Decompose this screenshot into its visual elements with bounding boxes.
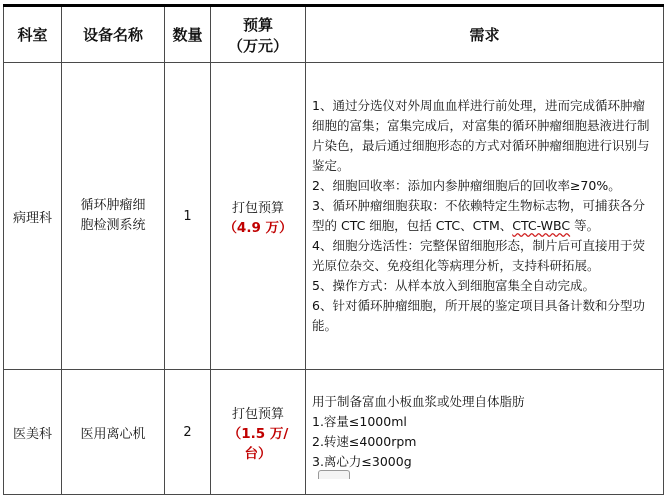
- cell-device-name: 医用离心机: [62, 370, 165, 495]
- header-row: [4, 6, 664, 63]
- requirement-item: 5、操作方式：从样本放入到细胞富集全自动完成。: [312, 278, 595, 293]
- requirement-item: 1.容量≤1000ml: [312, 414, 407, 429]
- table-row: [4, 63, 664, 370]
- spellcheck-underlined-term: CTC-WBC: [512, 218, 571, 233]
- requirement-item: 3、循环肿瘤细胞获取：不依赖特定生物标志物，可捕获各分型的 CTC 细胞，包括 CTC、CTM、CTC-WBC 等。: [312, 198, 645, 233]
- header-quantity: 数量: [165, 6, 211, 63]
- procurement-table: [3, 4, 664, 495]
- cell-quantity: 2: [165, 370, 211, 495]
- budget-amount: （4.9 万）: [223, 219, 293, 236]
- header-requirement: 需求: [306, 6, 664, 63]
- device-name-line1: 循环肿瘤细: [80, 198, 146, 213]
- header-department: 科室: [4, 6, 62, 63]
- cell-requirements: [306, 370, 664, 495]
- header-budget-line1: 预算: [242, 15, 273, 34]
- header-budget: [211, 6, 306, 63]
- header-budget-line2: （万元）: [227, 36, 288, 55]
- requirement-item: 2、细胞回收率：添加内参肿瘤细胞后的回收率≥70%。: [312, 178, 621, 193]
- cell-device-name: [62, 63, 165, 370]
- cell-quantity: 1: [165, 63, 211, 370]
- budget-amount-line2: 台）: [244, 445, 272, 462]
- budget-label: 打包预算: [231, 200, 284, 216]
- requirement-item: 1、通过分选仪对外周血血样进行前处理，进而完成循环肿瘤细胞的富集；富集完成后，对富集的循环肿瘤细胞悬液进行制片染色，最后通过细胞形态的方式对循环肿瘤细胞进行识别与鉴定。: [312, 98, 650, 173]
- cell-budget: [211, 370, 306, 495]
- device-name-line2: 胞检测系统: [80, 218, 146, 233]
- requirement-item: 用于制备富血小板血浆或处理自体脂肪: [312, 394, 525, 409]
- budget-amount-line1: （1.5 万/: [227, 425, 289, 442]
- cell-requirements: [306, 63, 664, 370]
- cell-budget: [211, 63, 306, 370]
- cell-department: 病理科: [4, 63, 62, 370]
- cell-department: 医美科: [4, 370, 62, 495]
- header-device-name: 设备名称: [62, 6, 165, 63]
- budget-label: 打包预算: [231, 406, 284, 422]
- requirement-item: 3.离心力≤3000g: [312, 454, 412, 469]
- requirement-item: 6、针对循环肿瘤细胞，所开展的鉴定项目具备计数和分型功能。: [312, 298, 645, 333]
- requirement-item: 2.转速≤4000rpm: [312, 434, 417, 449]
- requirement-item: 4、细胞分选活性：完整保留细胞形态，制片后可直接用于荧光原位杂交、免疫组化等病理分析，支持科研拓展。: [312, 238, 645, 273]
